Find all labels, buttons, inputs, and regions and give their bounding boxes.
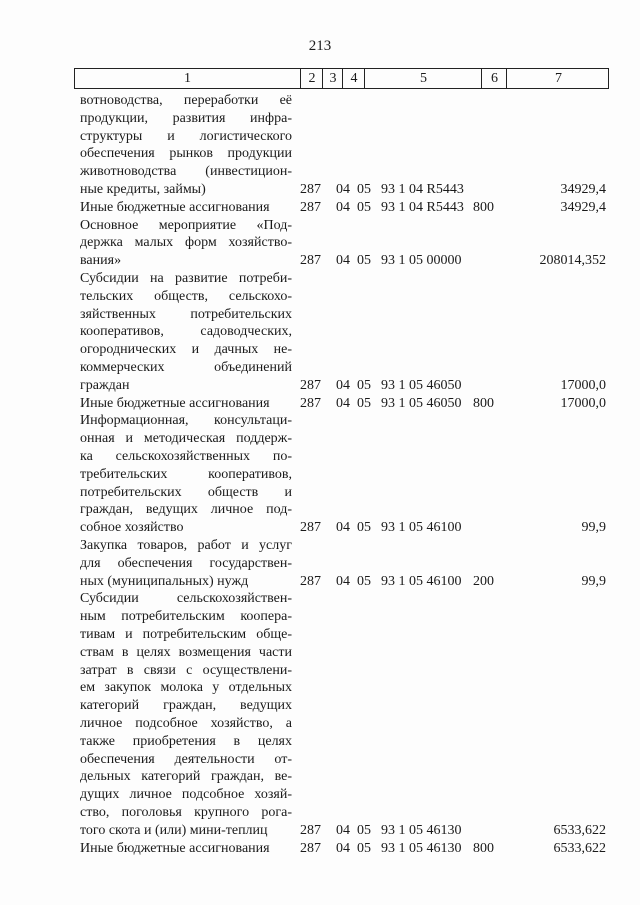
expense-type-code: 200 bbox=[473, 573, 494, 589]
table-row bbox=[0, 840, 640, 858]
description-line: обеспечения деятельности от- bbox=[80, 751, 292, 767]
description-line: для обеспечения государствен- bbox=[80, 555, 292, 571]
description-line: Информационная, консультаци- bbox=[80, 413, 292, 429]
target-article-code: 93 1 05 46130 bbox=[381, 822, 462, 838]
description-line: граждан bbox=[80, 377, 130, 393]
description-line: ка сельскохозяйственных по- bbox=[80, 448, 292, 464]
description-line: животноводства (инвестицион- bbox=[80, 164, 292, 180]
description-line: продукции, развития инфра- bbox=[80, 110, 292, 126]
expense-type-code: 800 bbox=[473, 199, 494, 215]
description-line: Субсидии на развитие потреби- bbox=[80, 271, 292, 286]
header-col-7: 7 bbox=[506, 69, 610, 88]
subsection-code: 05 bbox=[357, 199, 371, 215]
ministry-code: 287 bbox=[300, 377, 321, 393]
description-line: вания» bbox=[80, 253, 122, 269]
description-line: также приобретения в целях bbox=[80, 733, 292, 749]
subsection-code: 05 bbox=[357, 253, 371, 269]
description-line: ство, поголовья крупного рога- bbox=[80, 804, 292, 820]
description-line: тивам и потребительским обще- bbox=[80, 626, 292, 642]
description-line: потребительских обществ и bbox=[80, 484, 292, 500]
ministry-code: 287 bbox=[300, 395, 321, 411]
description-line: затрат в связи с осуществлени- bbox=[80, 662, 292, 678]
description-line: дущих личное подсобное хозяй- bbox=[80, 787, 292, 803]
section-code: 04 bbox=[336, 840, 350, 856]
subsection-code: 05 bbox=[357, 395, 371, 411]
page-number: 213 bbox=[308, 38, 332, 54]
ministry-code: 287 bbox=[300, 520, 321, 536]
table-row bbox=[0, 395, 640, 413]
header-col-5: 5 bbox=[364, 69, 482, 88]
description-line: Иные бюджетные ассигнования bbox=[80, 840, 270, 856]
description-line: Субсидии сельскохозяйствен- bbox=[80, 591, 292, 607]
header-col-6: 6 bbox=[481, 69, 507, 88]
row-description bbox=[80, 590, 292, 839]
row-description bbox=[80, 395, 292, 413]
description-line: обеспечения рынков продукции bbox=[80, 146, 292, 162]
section-code: 04 bbox=[336, 377, 350, 393]
section-code: 04 bbox=[336, 199, 350, 215]
description-line: вотноводства, переработки её bbox=[80, 93, 292, 108]
header-col-4: 4 bbox=[342, 69, 365, 88]
section-code: 04 bbox=[336, 395, 350, 411]
table-row bbox=[0, 590, 640, 839]
description-line: дельных категорий граждан, ве- bbox=[80, 769, 292, 785]
section-code: 04 bbox=[336, 573, 350, 589]
description-line: кооперативов, садоводческих, bbox=[80, 324, 292, 340]
row-description bbox=[80, 537, 292, 590]
section-code: 04 bbox=[336, 520, 350, 536]
ministry-code: 287 bbox=[300, 199, 321, 215]
description-line: ем закупок молока у отдельных bbox=[80, 680, 292, 696]
section-code: 04 bbox=[336, 253, 350, 269]
target-article-code: 93 1 05 46100 bbox=[381, 520, 462, 536]
expense-type-code: 800 bbox=[473, 840, 494, 856]
description-line: ствам в целях возмещения части bbox=[80, 644, 292, 660]
row-description bbox=[80, 199, 292, 217]
subsection-code: 05 bbox=[357, 822, 371, 838]
section-code: 04 bbox=[336, 822, 350, 838]
description-line: собное хозяйство bbox=[80, 520, 184, 536]
amount: 34929,4 bbox=[560, 199, 606, 215]
header-col-2: 2 bbox=[300, 69, 323, 88]
subsection-code: 05 bbox=[357, 840, 371, 856]
table-row bbox=[0, 412, 640, 537]
description-line: категорий граждан, ведущих bbox=[80, 698, 292, 714]
amount: 99,9 bbox=[581, 520, 606, 536]
ministry-code: 287 bbox=[300, 182, 321, 197]
amount: 34929,4 bbox=[560, 182, 606, 197]
row-description bbox=[80, 92, 292, 199]
description-line: коммерческих объединений bbox=[80, 359, 292, 375]
target-article-code: 93 1 04 R5443 bbox=[381, 182, 464, 197]
target-article-code: 93 1 05 46100 bbox=[381, 573, 462, 589]
target-article-code: 93 1 05 46050 bbox=[381, 377, 462, 393]
table-row bbox=[0, 199, 640, 217]
description-line: Иные бюджетные ассигнования bbox=[80, 199, 270, 215]
description-line: Закупка товаров, работ и услуг bbox=[80, 538, 292, 553]
section-code: 04 bbox=[336, 182, 350, 197]
expense-type-code: 800 bbox=[473, 395, 494, 411]
target-article-code: 93 1 05 00000 bbox=[381, 253, 462, 269]
table-header bbox=[74, 68, 609, 89]
description-line: ным потребительским коопера- bbox=[80, 609, 292, 625]
table-row bbox=[0, 217, 640, 270]
header-col-1: 1 bbox=[184, 71, 191, 86]
description-line: зяйственных потребительских bbox=[80, 306, 292, 322]
row-description bbox=[80, 840, 292, 858]
description-line: граждан, ведущих личное под- bbox=[80, 502, 292, 518]
table-row bbox=[0, 270, 640, 395]
description-line: тельских обществ, сельскохо- bbox=[80, 288, 292, 304]
ministry-code: 287 bbox=[300, 822, 321, 838]
target-article-code: 93 1 05 46050 bbox=[381, 395, 462, 411]
row-description bbox=[80, 217, 292, 270]
description-line: ные кредиты, займы) bbox=[80, 181, 206, 197]
ministry-code: 287 bbox=[300, 840, 321, 856]
amount: 6533,622 bbox=[553, 822, 606, 838]
amount: 17000,0 bbox=[560, 377, 606, 393]
description-line: Основное мероприятие «Под- bbox=[80, 217, 292, 233]
row-description bbox=[80, 412, 292, 537]
row-description bbox=[80, 270, 292, 395]
subsection-code: 05 bbox=[357, 377, 371, 393]
description-line: структуры и логистического bbox=[80, 128, 292, 144]
description-line: ных (муниципальных) нужд bbox=[80, 573, 249, 589]
ministry-code: 287 bbox=[300, 253, 321, 269]
description-line: онная и методическая поддерж- bbox=[80, 431, 292, 447]
description-line: Иные бюджетные ассигнования bbox=[80, 395, 270, 411]
subsection-code: 05 bbox=[357, 182, 371, 197]
table-row bbox=[0, 537, 640, 590]
table-row bbox=[0, 92, 640, 199]
amount: 99,9 bbox=[581, 573, 606, 589]
subsection-code: 05 bbox=[357, 573, 371, 589]
ministry-code: 287 bbox=[300, 573, 321, 589]
description-line: того скота и (или) мини-теплиц bbox=[80, 822, 268, 838]
subsection-code: 05 bbox=[357, 520, 371, 536]
description-line: держка малых форм хозяйство- bbox=[80, 235, 292, 251]
target-article-code: 93 1 04 R5443 bbox=[381, 199, 464, 215]
amount: 6533,622 bbox=[553, 840, 606, 856]
amount: 208014,352 bbox=[539, 253, 606, 269]
amount: 17000,0 bbox=[560, 395, 606, 411]
description-line: личное подсобное хозяйство, а bbox=[80, 715, 292, 731]
description-line: требительских кооперативов, bbox=[80, 466, 292, 482]
target-article-code: 93 1 05 46130 bbox=[381, 840, 462, 856]
header-col-3: 3 bbox=[322, 69, 343, 88]
description-line: огороднических и дачных не- bbox=[80, 342, 292, 358]
